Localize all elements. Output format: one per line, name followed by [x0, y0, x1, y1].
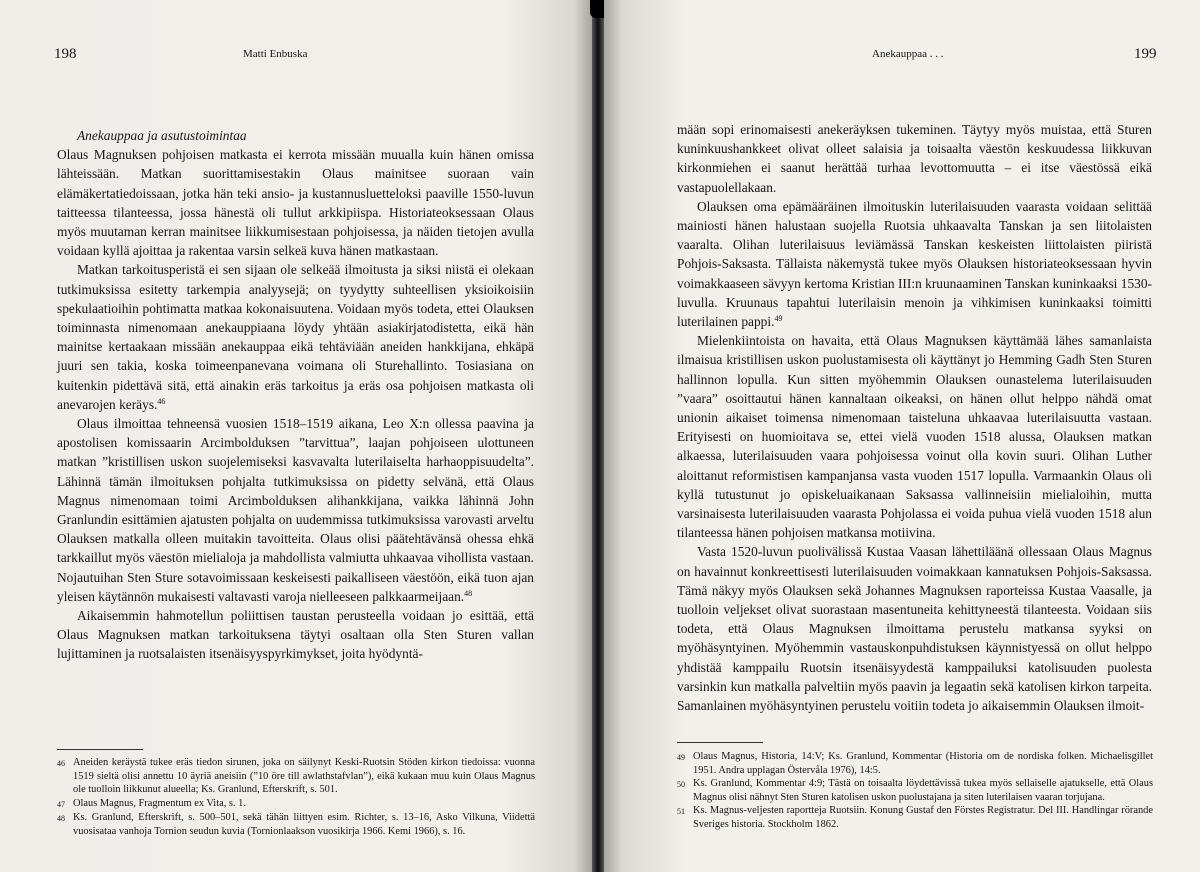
footnote: 47 Olaus Magnus, Fragmentum ex Vita, s. 1.	[57, 797, 246, 809]
page-number: 198	[54, 46, 77, 62]
section-title: Anekauppaa ja asutustoimintaa	[77, 128, 247, 143]
running-head: Anekauppaa . . .	[872, 48, 944, 60]
paragraph: Olaus Magnuksen pohjoisen matkasta ei kerrota missään muualla kuin hänen omissa lähteissään. Matkan suorittamisestakin Olaus mainitsee suoraan vain elämäkertatiedoissaan, jotka hän teki ansio- ja kustannusluetteloksi paaville 1550-luvun taitteessa tilanteessa, jossa hänestä oli tullut arkkipiispa. Historiateoksessaan Olaus myös muutaman kerran mainitsee liikkumisestaan pohjoisessa, ja näiden tietojen avulla voidaan kyllä ajoittaa ja rakentaa varsin selkeä kuva hänen matkastaan.	[57, 147, 534, 259]
left-page	[0, 0, 592, 872]
footnote: 49 Olaus Magnus, Historia, 14:V; Ks. Granlund, Kommentar (Historia om de nordiska folken. Michaelisgillet 1951. Andra upplagan Östervåla 1976), 14:5.	[677, 751, 1153, 776]
paragraph: mään sopi erinomaisesti anekeräyksen tukeminen. Täytyy myös muistaa, että Sturen kuninkuushankkeet olivat olleet salaisia ja toisaalta väestön keskuudessa liikkuvan kirkonmiehen ei saanut herättää turhaa levottomuutta – ei itse väestössä eikä vastapuolellakaan.	[677, 122, 1152, 195]
paragraph: Aikaisemmin hahmotellun poliittisen taustan perusteella voidaan jo esittää, että Olaus Magnuksen matkan tarkoituksena täytyi osaltaan olla Sten Sturen vallan lujittaminen ja ruotsalaisten itsenäisyyspyrkimykset, joita hyödyntä-	[57, 608, 534, 662]
footnotes	[677, 750, 1153, 832]
page-body	[57, 126, 534, 664]
page-number: 199	[1134, 46, 1157, 62]
footnote-ref: 48	[464, 588, 473, 598]
footnotes	[57, 756, 535, 839]
book-gutter	[592, 0, 604, 872]
right-page	[604, 0, 1200, 872]
footnote: 51 Ks. Magnus-veljesten raportteja Ruotsiin. Konung Gustaf den Förstes Registratur. Del III. Handlingar rörande Sveriges historia. Stockholm 1862.	[677, 805, 1153, 830]
footnote-ref: 46	[157, 396, 166, 406]
footnote: 46 Aneiden keräystä tukee eräs tiedon sirunen, joka on säilynyt Keski-Ruotsin Stöden kirkon tiedoissa: vuonna 1519 sieltä olisi annettu 10 äyriä aneisiin (”10 öre till awlathstafvlan”), eikä kukaan muu kuin Olaus Magnus ole tuolloin liikkunut alueella; Ks. Granlund, Efterskrift, s. 501.	[57, 757, 535, 796]
page-body	[677, 120, 1152, 715]
footnote: 48 Ks. Granlund, Efterskrift, s. 500–501, sekä tähän liittyen esim. Richter, s. 13–16, Asko Vilkuna, Viidettä vuosisataa vanhoja Tornion seudun kuvia (Tornionlaakson vuosikirja 1966. Kemi 1966), s. 16.	[57, 812, 535, 837]
paragraph: Matkan tarkoitusperistä ei sen sijaan ole selkeää ilmoitusta ja siksi niistä ei olekaan tutkimuksissa esitetty tarkempia analyysejä; on tyydytty suhteellisen yksioikoisiin spekulaatioihin pohtimatta matkaa kokonaisuutena. Voidaan myös todeta, ettei Olauksen toiminnasta nimenomaan anekauppiaana löydy yhtään asiakirjatodistetta, eikä hän mainitse kertaakaan missään anekauppaa eikä tehtäviään aneiden hankkijana, ehkäpä juuri sen takia, koska toimeenpanevana voimana oli Sturehallinto. Tosiasiana on kuitenkin pidettävä sitä, että ainakin eräs tarkoitus ja eräs osa pohjoisen matkasta oli anevarojen keräys.$^{46}$	[57, 262, 534, 412]
paragraph: Vasta 1520-luvun puolivälissä Kustaa Vaasan lähettiläänä ollessaan Olaus Magnus on havainnut konkreettisesti luterilaisuuden voimakkaan kannatuksen Pohjois-Saksassa. Tämä näkyy myös Olauksen sekä Johannes Magnuksen raporteissa Kustaa Vaasalle, ja tuolloin veljekset olivat suorastaan masentuneita kehittyneestä tilanteesta. Voidaan siis todeta, että Olaus Magnuksen ilmoittama perustelu matkansa syyksi on myöhäsyntyinen. Myöhemmin vastauskonpuhdistuksen käynnistyessä on ollut helppo yhdistää kamppailu Ruotsin itsenäisyydestä kamppailuksi katolisuuden puolesta varsinkin kun matkalla palveltiin myös paavin ja legaatin sekä katolisen kirkon tarpeita. Samanlainen myöhäsyntyinen perustelu voitiin todeta jo aikaisemmin Olauksen ilmoit-	[677, 544, 1152, 714]
running-head: Matti Enbuska	[243, 48, 308, 60]
paragraph: Mielenkiintoista on havaita, että Olaus Magnuksen käyttämää lähes samanlaista ilmaisua kristillisen uskon puolustamisesta oli käyttänyt jo Hemming Gadh Sten Sturen hallinnon lopulla. Kun sitten myöhemmin Olauksen ounastelema luterilaisuuden ”vaara” osoittautui hänen kannaltaan oikeaksi, on hänen ollut helppo nähdä omat unionin aikaiset toimensa nimenomaan taisteluna uhkaavaa luterilaisuutta vastaan. Erityisesti on huomioitava se, ettei vielä vuoden 1518 alussa, Olauksen matkan alkaessa, luterilaisuuden vaara pohjoisessa voinut olla kovin suuri. Olihan Luther aloittanut reformistisen kampanjansa vasta vuoden 1517 lopulla. Varmaankin Olaus oli kyllä tutustunut jo opiskeluaikanaan Saksassa vallinneisiin mielialoihin, mutta varsinaisesta luterilaisuuden vaarasta Pohjolassa ei voida puhua vielä vuoden 1518 alun tilanteessa hänen pohjoisen matkansa motiivina.	[677, 333, 1152, 541]
footnote-divider	[677, 742, 763, 743]
footnote-ref: 49	[774, 314, 783, 324]
paragraph: Olauksen oma epämääräinen ilmoituskin luterilaisuuden vaarasta voidaan selittää mainiosti hänen halustaan suojella Ruotsia uhkaavalta Tanskan ja sen liitolaisten vaaralta. Olihan luterilaisuus leviämässä Tanskan keskeisten liittolaisten piiristä Pohjois-Saksasta. Tällaista näkemystä tukee myös Olauksen historiateoksessaan hyvin voimakkaaseen sävyyn kertoma Kristian III:n kruunaaminen Tanskan kuninkaaksi 1530-luvulla. Kruunaus tapahtui luterilaisin menoin ja vihkimisen kuninkaaksi toimitti luterilainen pappi.$^{49}$	[677, 198, 1152, 330]
paragraph: Olaus ilmoittaa tehneensä vuosien 1518–1519 aikana, Leo X:n ollessa paavina ja apostolisen komissaarin Arcimbolduksen ”tarvittua”, laajan pohjoiseen ulottuneen matkan ”kristillisen uskon suojelemiseksi kasvavalta luterilaiselta harhaoppisuudelta”. Lähinnä tämän ilmoituksen pohjalta tutkimuksissa on pidetty selvänä, että Olaus Magnus nimenomaan toimi Arcimbolduksen alihankkijana, vaikka lähinnä John Granlundin esittämien ajatusten pohjalta on uudemmissa tutkimuksissa varovasti arveltu Olauksen matkalla olleen muitakin tavoitteita. Olaus olisi päätehtävänsä ohessa ehkä tarkkaillut myös väestön mielialoja ja mahdollista valmiutta uhkaavaa vihollista vastaan. Nojautuihan Sten Sture sotavoimissaan keskeisesti paikalliseen väestöön, eikä tuon ajan yleisen käytännön mukaisesti valtavasti varoja nielleeseen palkkaarmeijaan.$^{48}$	[57, 416, 534, 604]
footnote: 50 Ks. Granlund, Kommentar 4:9; Tästä on toisaalta löydettävissä tukea myös sellaiselle ajatukselle, että Olaus Magnus olisi nähnyt Sten Sturen katolisen uskon puolustajana ja siten luterilaisen vaaran torjujana.	[677, 778, 1153, 803]
footnote-divider	[57, 749, 143, 750]
